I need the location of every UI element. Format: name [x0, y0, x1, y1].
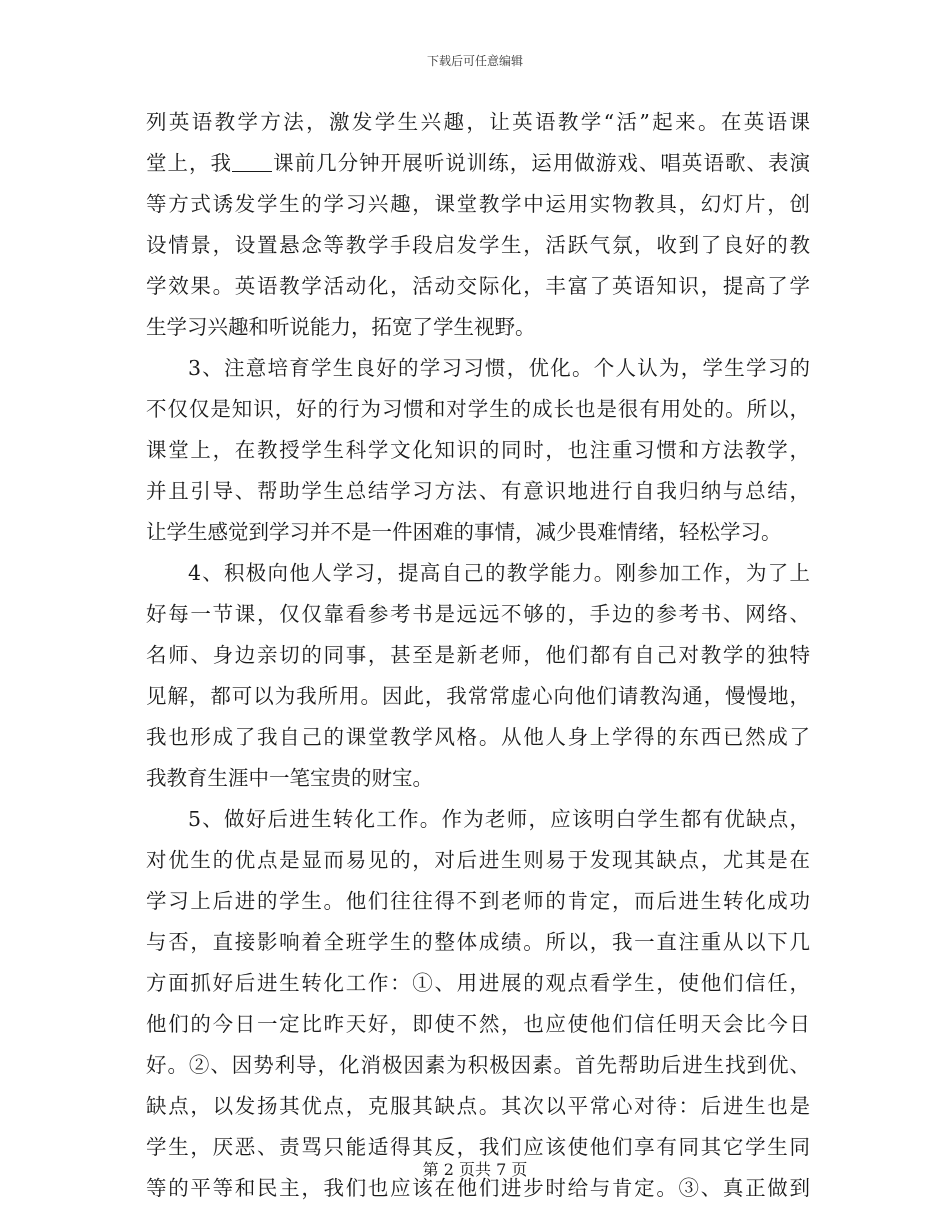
- fill-in-blank: [232, 153, 272, 172]
- paragraph-english-methods: [146, 102, 810, 348]
- text-line: 缺点，以发扬其优点，克服其缺点。其次以平常心对待：后进生也是: [146, 1094, 810, 1118]
- text-line: 课堂上，在教授学生科学文化知识的同时，也注重习惯和方法教学，: [146, 438, 810, 462]
- page-header: 下载后可任意编辑: [426, 54, 523, 68]
- paragraph-learn-from-others: [146, 553, 810, 799]
- text-line: 与否，直接影响着全班学生的整体成绩。所以，我一直注重从以下几: [146, 930, 810, 954]
- text-line: 生学习兴趣和听说能力，拓宽了学生视野。: [146, 315, 536, 339]
- text-line: 不仅仅是知识，好的行为习惯和对学生的成长也是很有用处的。所以，: [146, 397, 810, 421]
- text-line: 并且引导、帮助学生总结学习方法、有意识地进行自我归纳与总结，: [146, 479, 810, 503]
- text-line: 3、注意培育学生良好的学习习惯，优化。个人认为，学生学习的: [188, 356, 810, 380]
- text-line-with-blank: [146, 143, 810, 184]
- text-line: 4、积极向他人学习，提高自己的教学能力。刚参加工作，为了上: [188, 561, 810, 585]
- text-line: 我也形成了我自己的课堂教学风格。从他人身上学得的东西已然成了: [146, 725, 810, 749]
- text-line: 设情景，设置悬念等教学手段启发学生，活跃气氛，收到了良好的教: [146, 233, 810, 257]
- text-line: 好。②、因势利导，化消极因素为积极因素。首先帮助后进生找到优、: [146, 1053, 810, 1077]
- text-line: 等的平等和民主，我们也应该在他们进步时给与肯定。③、真正做到: [146, 1176, 810, 1200]
- paragraph-underachiever-work: [146, 799, 810, 1209]
- text-line: 学效果。英语教学活动化，活动交际化，丰富了英语知识，提高了学: [146, 274, 810, 298]
- document-body: [146, 102, 810, 1209]
- text-line: 列英语教学方法，激发学生兴趣，让英语教学“活”起来。在英语课: [146, 110, 810, 134]
- text-line: 学生，厌恶、责骂只能适得其反，我们应该使他们享有同其它学生同: [146, 1135, 810, 1159]
- text-line: 见解，都可以为我所用。因此，我常常虚心向他们请教沟通，慢慢地，: [146, 684, 810, 708]
- text-line: 学习上后进的学生。他们往往得不到老师的肯定，而后进生转化成功: [146, 889, 810, 913]
- paragraph-study-habits: [146, 348, 810, 553]
- text-line: 他们的今日一定比昨天好，即使不然，也应使他们信任明天会比今日: [146, 1012, 810, 1036]
- text-line: 5、做好后进生转化工作。作为老师，应该明白学生都有优缺点，: [188, 807, 810, 831]
- text-line: 让学生感觉到学习并不是一件困难的事情，减少畏难情绪，轻松学习。: [146, 520, 782, 544]
- text-line: 好每一节课，仅仅靠看参考书是远远不够的，手边的参考书、网络、: [146, 602, 810, 626]
- text-segment: 课前几分钟开展听说训练，运用做游戏、唱英语歌、表演: [272, 151, 810, 175]
- page-number: 第 2 页共 7 页: [422, 1160, 528, 1179]
- text-line: 名师、身边亲切的同事，甚至是新老师，他们都有自己对教学的独特: [146, 643, 810, 667]
- text-line: 等方式诱发学生的学习兴趣，课堂教学中运用实物教具，幻灯片，创: [146, 192, 810, 216]
- text-line: 对优生的优点是显而易见的，对后进生则易于发现其缺点，尤其是在: [146, 848, 810, 872]
- text-line: 我教育生涯中一笔宝贵的财宝。: [146, 766, 433, 790]
- text-segment: 堂上，我: [146, 151, 233, 175]
- text-line: 方面抓好后进生转化工作：①、用进展的观点看学生，使他们信任，: [146, 971, 810, 995]
